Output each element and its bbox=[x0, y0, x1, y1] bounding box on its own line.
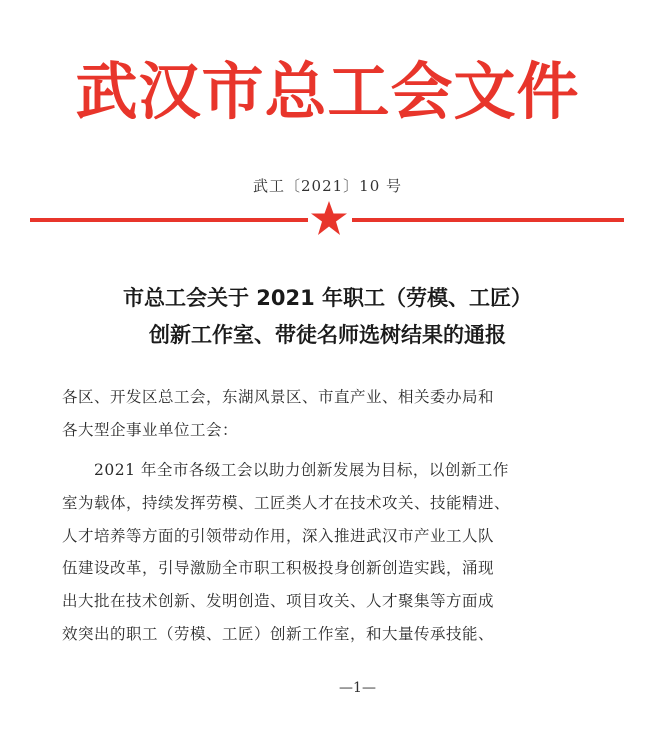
red-divider-right bbox=[352, 218, 624, 222]
red-divider-left bbox=[30, 218, 308, 222]
body-paragraph-line: 出大批在技术创新、发明创造、项目攻关、人才聚集等方面成 bbox=[62, 592, 495, 610]
body-paragraph-line: 2021 年全市各级工会以助力创新发展为目标，以创新工作 bbox=[94, 461, 509, 479]
body-paragraph-line: 伍建设改革，引导激励全市职工积极投身创新创造实践，涌现 bbox=[62, 559, 495, 577]
document-title-line-1: 市总工会关于 2021 年职工（劳模、工匠） bbox=[122, 286, 533, 310]
salutation-line-2: 各大型企事业单位工会： bbox=[62, 421, 239, 439]
body-paragraph-line: 人才培养等方面的引领带动作用，深入推进武汉市产业工人队 bbox=[62, 527, 495, 545]
body-paragraph-line: 效突出的职工（劳模、工匠）创新工作室，和大量传承技能、 bbox=[62, 625, 495, 643]
red-star-icon bbox=[310, 200, 348, 238]
salutation-line-1: 各区、开发区总工会，东湖风景区、市直产业、相关委办局和 bbox=[62, 388, 495, 406]
page-number: —1— bbox=[339, 680, 376, 696]
document-title-line-2: 创新工作室、带徒名师选树结果的通报 bbox=[149, 323, 506, 347]
body-paragraph-line: 室为载体，持续发挥劳模、工匠类人才在技术攻关、技能精进、 bbox=[62, 494, 511, 512]
document-number: 武工〔2021〕10 号 bbox=[252, 177, 403, 195]
document-masthead: 武汉市总工会文件 bbox=[75, 55, 580, 128]
